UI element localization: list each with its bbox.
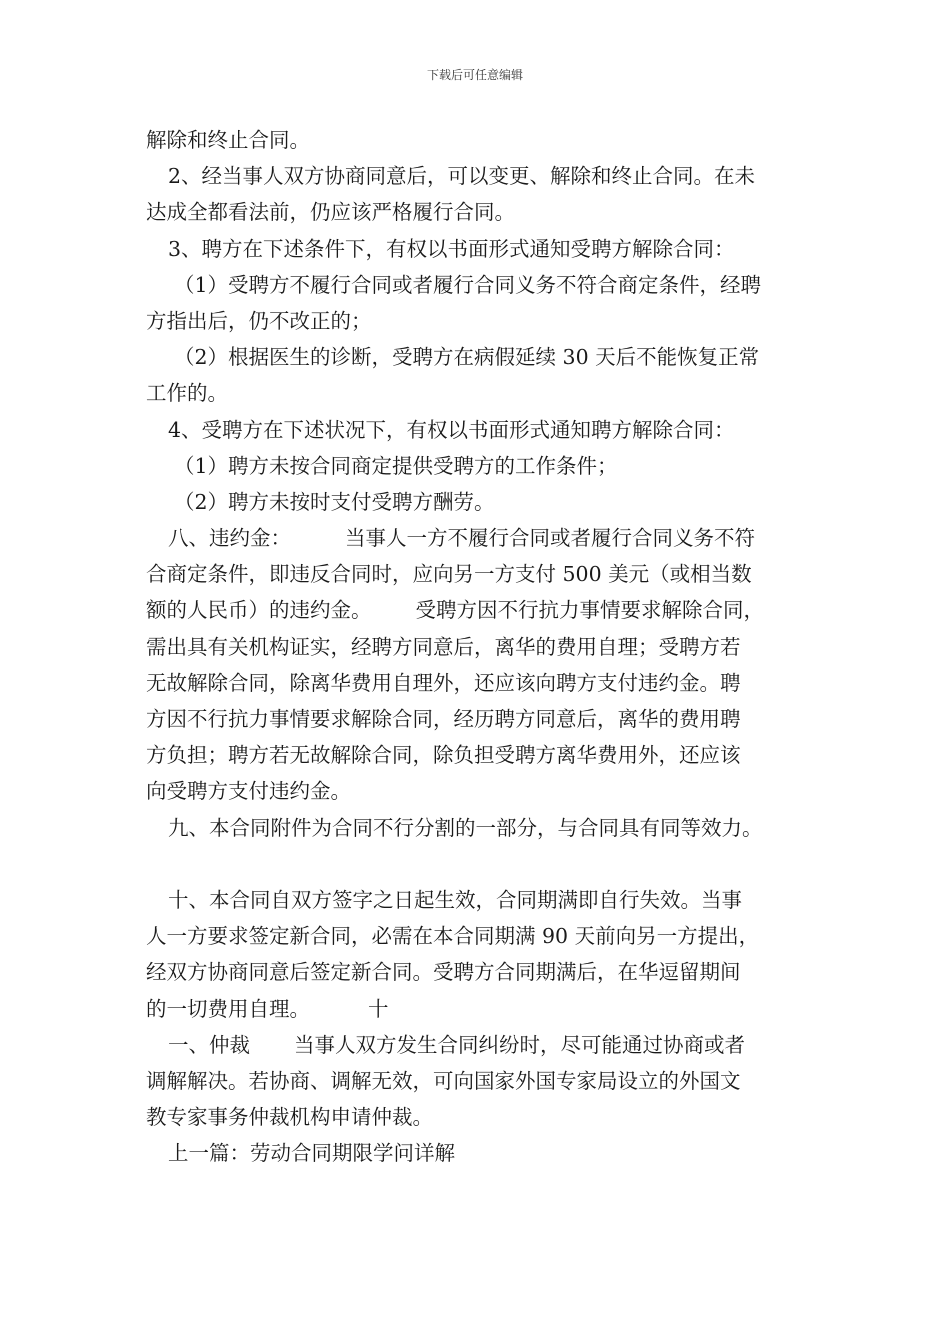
paragraph-line: （1）受聘方不履行合同或者履行合同义务不符合商定条件，经聘 <box>174 272 762 297</box>
paragraph-line: 合商定条件，即违反合同时，应向另一方支付 500 美元（或相当数 <box>146 562 752 587</box>
paragraph-line: 无故解除合同，除离华费用自理外，还应该向聘方支付违约金。聘 <box>146 670 741 695</box>
paragraph-line <box>146 1027 814 1063</box>
paragraph-line: 4、受聘方在下述状况下，有权以书面形式通知聘方解除合同： <box>168 417 735 442</box>
paragraph-text: 当事人双方发生合同纠纷时，尽可能通过协商或者 <box>294 1032 745 1057</box>
document-body <box>146 122 814 1171</box>
paragraph-line: （1）聘方未按合同商定提供受聘方的工作条件； <box>174 453 618 478</box>
paragraph-line: 经双方协商同意后签定新合同。受聘方合同期满后，在华逗留期间 <box>146 960 741 985</box>
paragraph-text: 受聘方因不行抗力事情要求解除合同， <box>415 598 764 623</box>
paragraph-text: 的一切费用自理。 <box>146 996 310 1021</box>
paragraph-line: 九、本合同附件为合同不行分割的一部分，与合同具有同等效力。 <box>168 815 763 840</box>
section-heading: 一、仲裁 <box>168 1032 250 1057</box>
paragraph-line: 2、经当事人双方协商同意后，可以变更、解除和终止合同。在未 <box>168 164 756 189</box>
paragraph-line: 人一方要求签定新合同，必需在本合同期满 90 天前向另一方提出， <box>146 924 760 949</box>
paragraph-line: 方因不行抗力事情要求解除合同，经历聘方同意后，离华的费用聘 <box>146 707 741 731</box>
paragraph-line: （2）根据医生的诊断，受聘方在病假延续 30 天后不能恢复正常 <box>174 345 760 370</box>
paragraph-line <box>146 520 814 556</box>
section-heading: 十 <box>368 996 389 1021</box>
paragraph-line: 需出具有关机构证实，经聘方同意后，离华的费用自理；受聘方若 <box>146 634 741 659</box>
paragraph-line: 十、本合同自双方签字之日起生效，合同期满即自行失效。当事 <box>168 887 742 912</box>
paragraph-line: 3、聘方在下述条件下，有权以书面形式通知受聘方解除合同： <box>168 236 735 261</box>
paragraph-line <box>146 592 814 628</box>
paragraph-line: 调解解决。若协商、调解无效，可向国家外国专家局设立的外国文 <box>146 1068 741 1093</box>
paragraph-line: 向受聘方支付违约金。 <box>146 779 351 804</box>
paragraph-line: 达成全都看法前，仍应该严格履行合同。 <box>146 200 515 225</box>
paragraph-line: （2）聘方未按时支付受聘方酬劳。 <box>174 489 495 514</box>
paragraph-text: 额的人民币）的违约金。 <box>146 598 372 623</box>
previous-article-link[interactable]: 上一篇：劳动合同期限学问详解 <box>168 1141 455 1166</box>
paragraph-line: 方指出后，仍不改正的； <box>146 308 372 333</box>
page-header: 下载后可任意编辑 <box>426 68 523 82</box>
paragraph-text: 当事人一方不履行合同或者履行合同义务不符 <box>345 526 755 551</box>
blank-line <box>146 846 814 882</box>
paragraph-line: 教专家事务仲裁机构申请仲裁。 <box>146 1105 433 1130</box>
section-heading: 八、违约金： <box>168 526 291 551</box>
paragraph-line <box>146 991 814 1027</box>
paragraph-line: 工作的。 <box>146 381 228 406</box>
paragraph-line: 解除和终止合同。 <box>146 128 310 152</box>
paragraph-line: 方负担；聘方若无故解除合同，除负担受聘方离华费用外，还应该 <box>146 743 741 768</box>
